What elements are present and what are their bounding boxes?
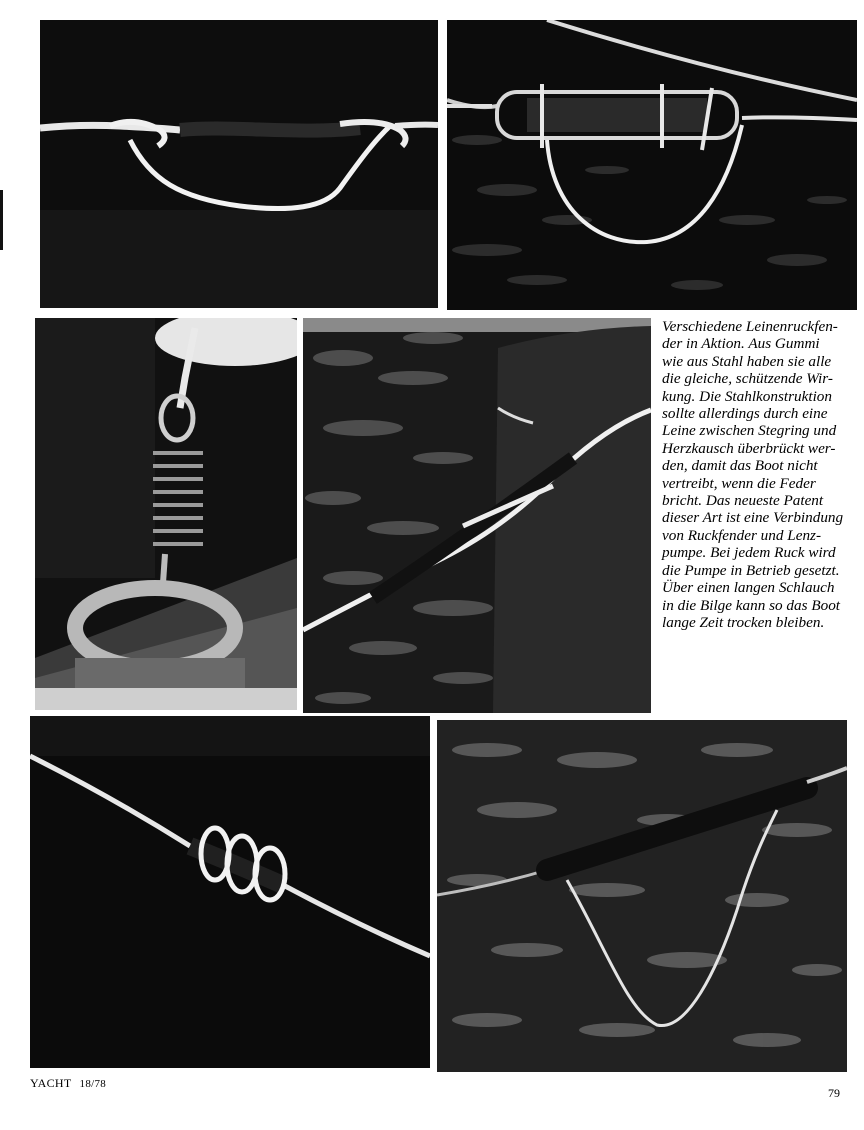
photo-rope-rubber-snubber: [40, 20, 438, 308]
photo-caption: Verschiedene Leinenruckfen- der in Aktion. Aus Gummi wie aus Stahl haben sie alle die gleiche, schützende Wir- kung. Die Stahlkonstruktion sollte allerdings durch eine Leine zwischen Stegring und Herzkausch überbrückt wer- den, damit das Boot nicht vertreibt, wenn die Feder bricht. Das neueste Patent dieser Art ist eine Verbindung von Ruckfender und Lenz- pumpe. Bei jedem Ruck wird die Pumpe in Betrieb gesetzt. Über einen langen Schlauch in die Bilge kann so das Boot lange Zeit trocken bleiben.: [662, 318, 844, 631]
issue-number: 18/78: [79, 1078, 107, 1090]
page-number: 79: [828, 1086, 840, 1100]
footer-publication: [30, 1076, 106, 1091]
scan-edge-mark: [0, 190, 3, 250]
photo-steel-snubber: [447, 20, 857, 310]
photo-coiled-rope: [30, 716, 430, 1068]
magazine-name: YACHT: [30, 1076, 72, 1090]
photo-spring-on-ring: [35, 318, 297, 710]
photo-snubber-over-water: [437, 720, 847, 1072]
photo-rope-by-hull: [303, 318, 651, 713]
